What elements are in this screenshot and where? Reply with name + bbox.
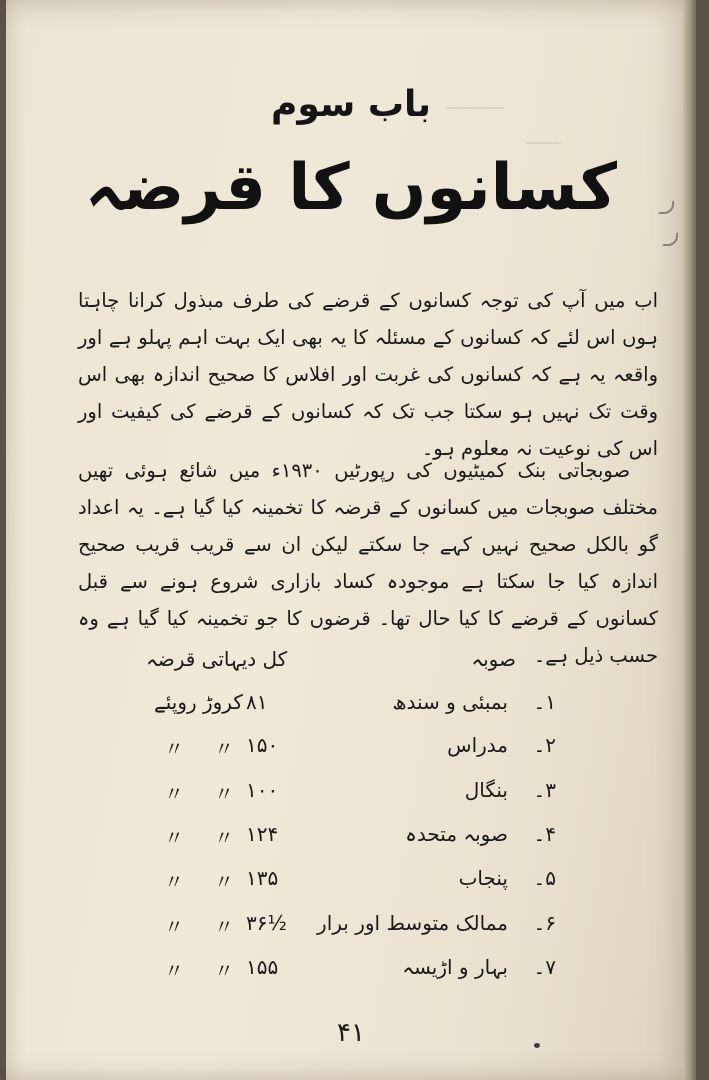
page-number: ۴۱ xyxy=(337,1018,365,1048)
page-crease-mark xyxy=(662,232,678,246)
paragraph-1 xyxy=(78,282,658,467)
ink-speck xyxy=(534,1043,540,1048)
ditto-mark: 〃 xyxy=(164,826,184,850)
ditto-mark: 〃 xyxy=(214,782,234,806)
province-name: پنجاب xyxy=(458,866,508,890)
row-number: ۷۔ xyxy=(533,955,556,979)
row-number: ۱۔ xyxy=(533,690,556,714)
debt-amount: ۱۳۵ xyxy=(246,866,279,890)
province-name: بمبئی و سندھ xyxy=(392,690,508,714)
paragraph-2-text: صوبجاتی بنک کمیٹیوں کی رپورٹیں ۱۹۳۰ء میں شائع ہوئی تھیں مختلف صوبجات میں کسانوں کے قرضہ کا تخمینہ کیا گیا ہے۔ یہ اعداد گو بالکل صحیح نہیں کہے جا سکتے لیکن ان سے قریب قریب صحیح اندازہ کیا جا سکتا ہے موجودہ کساد بازاری شروع ہونے سے قبل کسانوں کے قرضے کا کیا حال تھا۔ قرضوں کا جو تخمینہ کیا گیا ہے وہ حسب ذیل ہے۔ xyxy=(78,459,658,667)
book-page xyxy=(6,0,696,1080)
table-row xyxy=(6,955,696,995)
province-name: بنگال xyxy=(464,778,508,802)
table-row xyxy=(6,690,696,730)
row-number: ۲۔ xyxy=(533,733,556,757)
show-through-text: ــــــ xyxy=(526,125,562,149)
ditto-mark: 〃 xyxy=(214,737,234,761)
table-row xyxy=(6,733,696,773)
debt-unit: کروڑ روپئے xyxy=(154,690,243,714)
row-number: ۴۔ xyxy=(533,822,556,846)
paragraph-1-text: اب میں آپ کی توجہ کسانوں کے قرضے کی طرف مبذول کرانا چاہتا ہوں اس لئے کہ کسانوں کے مسئلہ کا یہ بھی ایک بہت اہم پہلو ہے اور واقعہ یہ ہے کہ کسانوں کی غربت اور افلاس کا صحیح اندازہ بھی اس وقت تک نہیں ہو سکتا جب تک کہ کسانوں کے قرضے کی کیفیت اور اس کی نوعیت نہ معلوم ہو۔ xyxy=(78,289,658,460)
table-row xyxy=(6,778,696,818)
table-row xyxy=(6,866,696,906)
province-name: بہار و اڑیسہ xyxy=(402,955,508,979)
debt-amount: ۱۵۵ xyxy=(246,955,279,979)
ditto-mark: 〃 xyxy=(164,870,184,894)
row-number: ۵۔ xyxy=(533,866,556,890)
ditto-mark: 〃 xyxy=(164,915,184,939)
chapter-title: کسانوں کا قرضہ xyxy=(84,151,618,225)
debt-amount: ۱۲۴ xyxy=(246,822,279,846)
province-name: مدراس xyxy=(447,733,508,757)
table-row xyxy=(6,822,696,862)
ditto-mark: 〃 xyxy=(214,870,234,894)
ditto-mark: 〃 xyxy=(164,782,184,806)
paragraph-2 xyxy=(78,452,658,674)
chapter-label: باب سوم xyxy=(270,84,432,125)
debt-amount: ۸۱ xyxy=(246,690,268,714)
ditto-mark: 〃 xyxy=(164,959,184,983)
table-header-debt: کل دیہاتی قرضہ xyxy=(146,647,288,671)
show-through-text: ــــــــــ xyxy=(446,90,505,114)
province-name: صوبہ متحدہ xyxy=(405,822,508,846)
ditto-mark: 〃 xyxy=(214,826,234,850)
ditto-mark: 〃 xyxy=(164,737,184,761)
debt-amount: ۳۶½ xyxy=(246,911,287,935)
row-number: ۶۔ xyxy=(533,911,556,935)
row-number: ۳۔ xyxy=(533,778,556,802)
debt-amount: ۱۵۰ xyxy=(246,733,279,757)
ditto-mark: 〃 xyxy=(214,959,234,983)
province-name: ممالک متوسط اور برار xyxy=(317,911,508,935)
debt-amount: ۱۰۰ xyxy=(246,778,279,802)
table-row xyxy=(6,911,696,951)
ditto-mark: 〃 xyxy=(214,915,234,939)
table-header-province: صوبہ xyxy=(471,647,516,671)
